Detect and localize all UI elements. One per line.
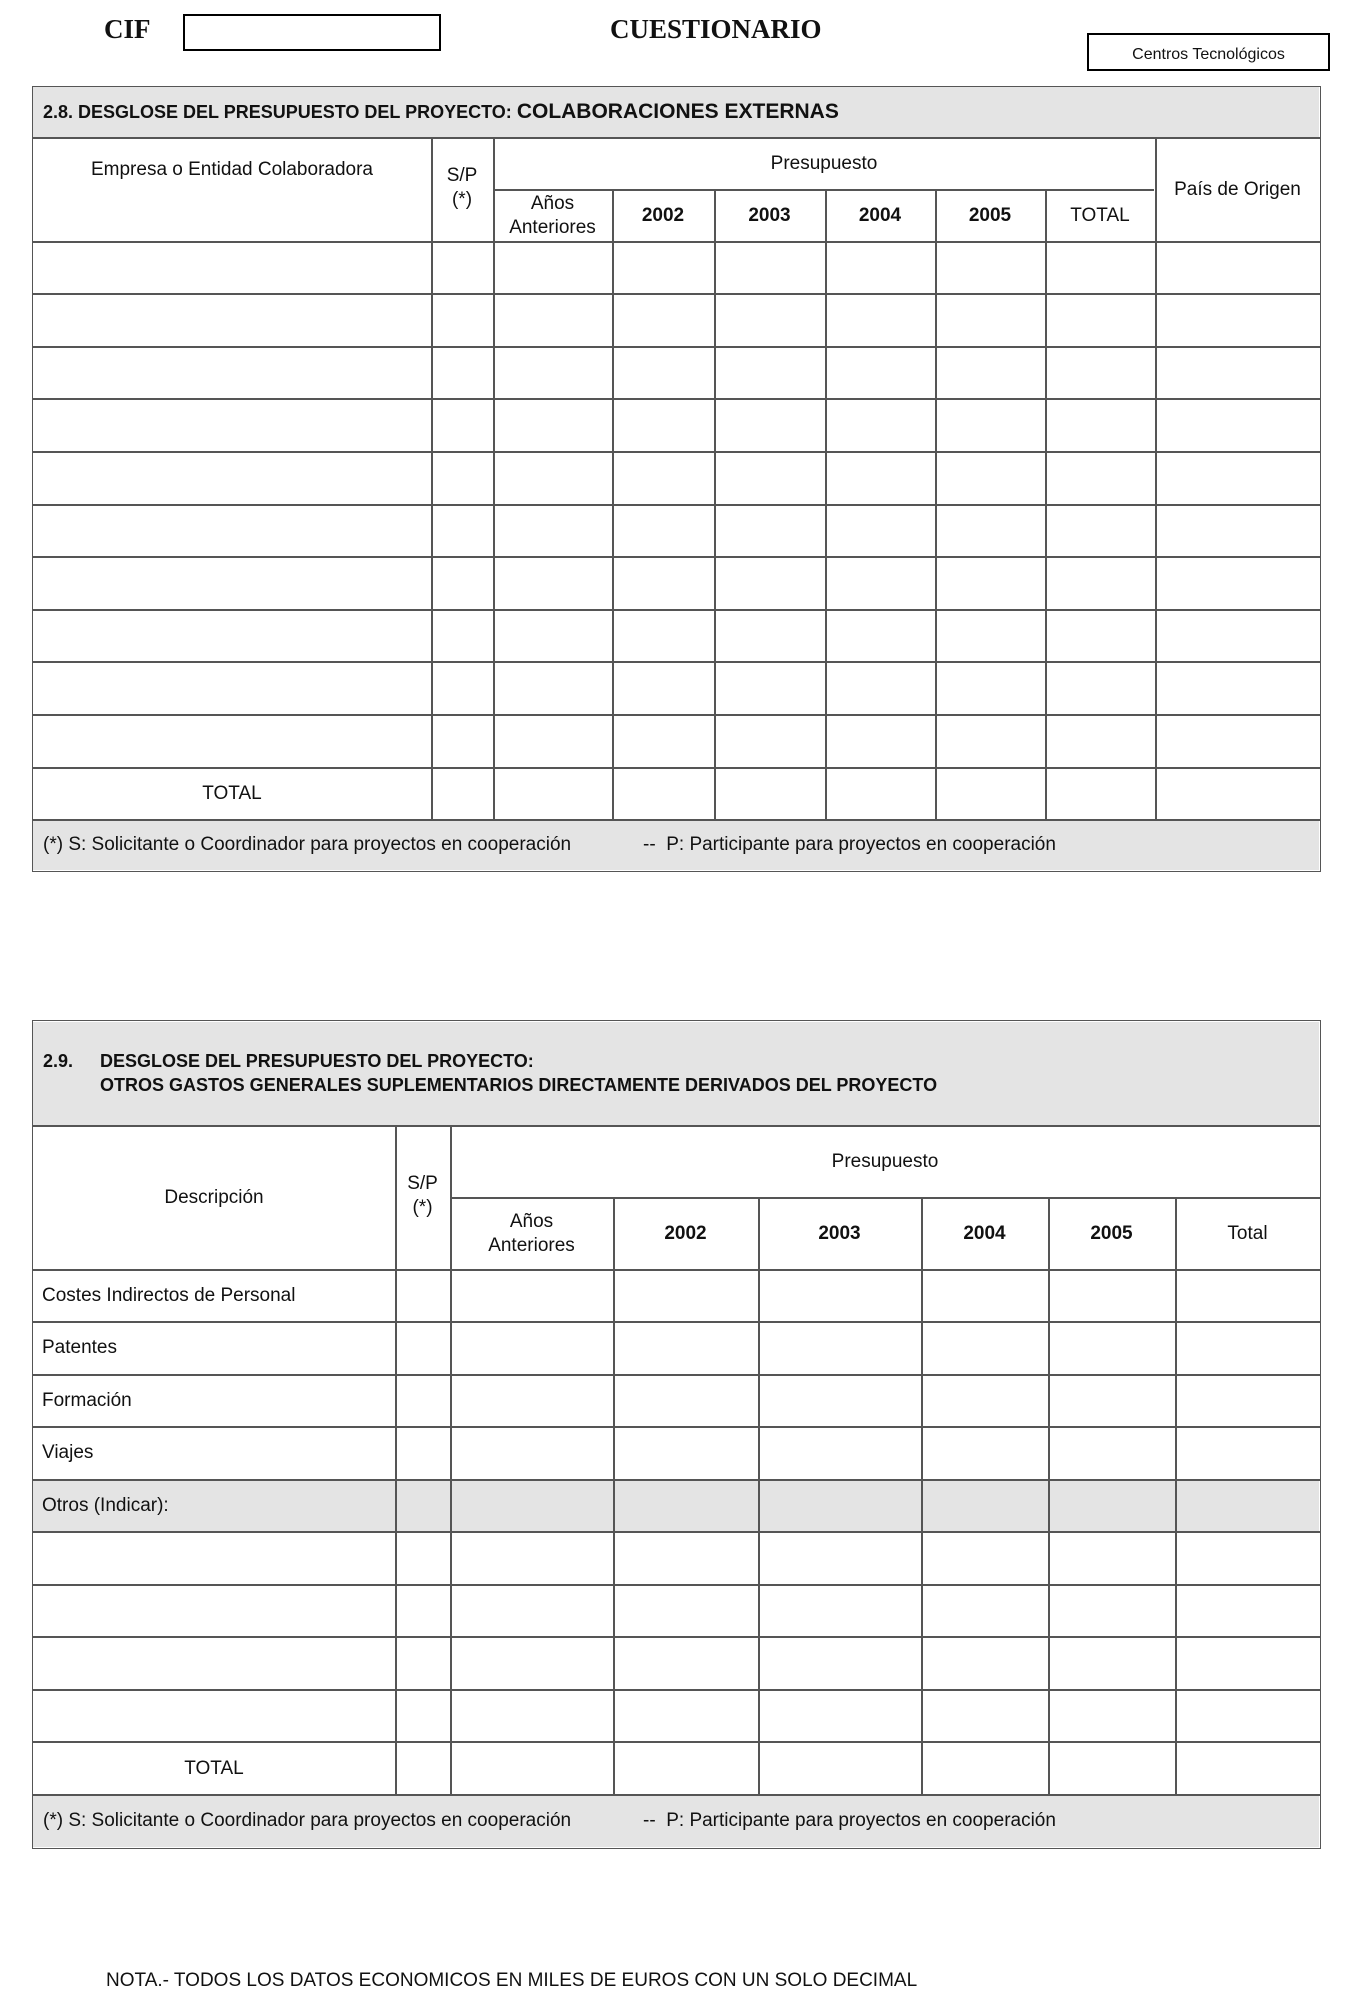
entity-cell[interactable]	[33, 243, 431, 293]
column-header-description: Descripción	[164, 1186, 264, 1208]
section-title-line1: DESGLOSE DEL PRESUPUESTO DEL PROYECTO:	[100, 1051, 534, 1071]
grid-line	[1175, 1197, 1177, 1795]
entity-cell[interactable]	[33, 453, 431, 503]
column-header-prior-years: Años Anteriores	[509, 192, 596, 238]
column-header-2004: 2004	[963, 1222, 1006, 1244]
grid-line	[1048, 1197, 1050, 1795]
column-header-2003: 2003	[748, 204, 791, 226]
footnote-participante: -- P: Participante para proyectos en cooperación	[643, 834, 1056, 855]
grid-line	[431, 137, 433, 820]
row-label-formacion: Formación	[42, 1390, 132, 1411]
cif-input-box[interactable]	[183, 14, 441, 51]
entity-cell[interactable]	[33, 348, 431, 398]
section-subtitle: COLABORACIONES EXTERNAS	[516, 100, 839, 123]
total-row-label: TOTAL	[184, 1757, 244, 1779]
column-header-2005: 2005	[1090, 1222, 1133, 1244]
entity-cell[interactable]	[33, 506, 431, 556]
grid-line	[32, 819, 1321, 821]
footnote-solicitante: (*) S: Solicitante o Coordinador para proyectos en cooperación	[43, 1810, 572, 1831]
grid-line	[758, 1197, 760, 1795]
section-number-label: 2.8. DESGLOSE DEL PRESUPUESTO DEL PROYECTO:	[43, 102, 512, 122]
footer-note: NOTA.- TODOS LOS DATOS ECONOMICOS EN MILES DE EUROS CON UN SOLO DECIMAL	[106, 1970, 918, 1991]
footnote-solicitante: (*) S: Solicitante o Coordinador para proyectos en cooperación	[43, 834, 572, 855]
grid-line	[921, 1197, 923, 1795]
entity-cell[interactable]	[33, 611, 431, 661]
column-header-2003: 2003	[818, 1222, 861, 1244]
description-cell[interactable]	[33, 1533, 395, 1583]
row-label-otros: Otros (Indicar):	[42, 1495, 169, 1516]
section-title-line2: OTROS GASTOS GENERALES SUPLEMENTARIOS DIRECTAMENTE DERIVADOS DEL PROYECTO	[100, 1075, 938, 1095]
row-label-patentes: Patentes	[42, 1337, 117, 1358]
entity-cell[interactable]	[33, 663, 431, 713]
grid-line	[32, 1794, 1321, 1796]
document-title: CUESTIONARIO	[610, 14, 822, 44]
grid-line	[613, 1197, 615, 1795]
column-header-total: Total	[1227, 1222, 1268, 1244]
column-header-2002: 2002	[664, 1222, 707, 1244]
column-header-country: País de Origen	[1174, 178, 1301, 200]
grid-line	[395, 1125, 397, 1795]
cif-label: CIF	[104, 14, 151, 44]
description-cell[interactable]	[33, 1691, 395, 1741]
entity-cell[interactable]	[33, 295, 431, 345]
column-header-2002: 2002	[641, 204, 685, 226]
total-row-label: TOTAL	[202, 782, 262, 804]
section-title	[43, 100, 839, 124]
column-header-2004: 2004	[858, 204, 902, 226]
row-label-costes-indirectos: Costes Indirectos de Personal	[42, 1285, 296, 1306]
column-header-sp: S/P (*)	[446, 165, 478, 210]
row-label-viajes: Viajes	[42, 1442, 94, 1463]
category-box: Centros Tecnológicos	[1087, 33, 1330, 71]
section-number: 2.9.	[43, 1051, 74, 1071]
column-header-sp: S/P (*)	[407, 1173, 438, 1218]
column-header-total: TOTAL	[1070, 204, 1130, 226]
column-header-prior-years: Años Anteriores	[488, 1210, 575, 1256]
column-header-entity: Empresa o Entidad Colaboradora	[90, 159, 373, 180]
entity-cell[interactable]	[33, 716, 431, 766]
description-cell[interactable]	[33, 1586, 395, 1636]
column-header-budget: Presupuesto	[770, 152, 878, 174]
column-header-budget: Presupuesto	[831, 1150, 939, 1172]
footnote-participante: -- P: Participante para proyectos en cooperación	[643, 1810, 1056, 1831]
description-cell[interactable]	[33, 1638, 395, 1688]
column-header-2005: 2005	[968, 204, 1012, 226]
entity-cell[interactable]	[33, 400, 431, 450]
entity-cell[interactable]	[33, 558, 431, 608]
